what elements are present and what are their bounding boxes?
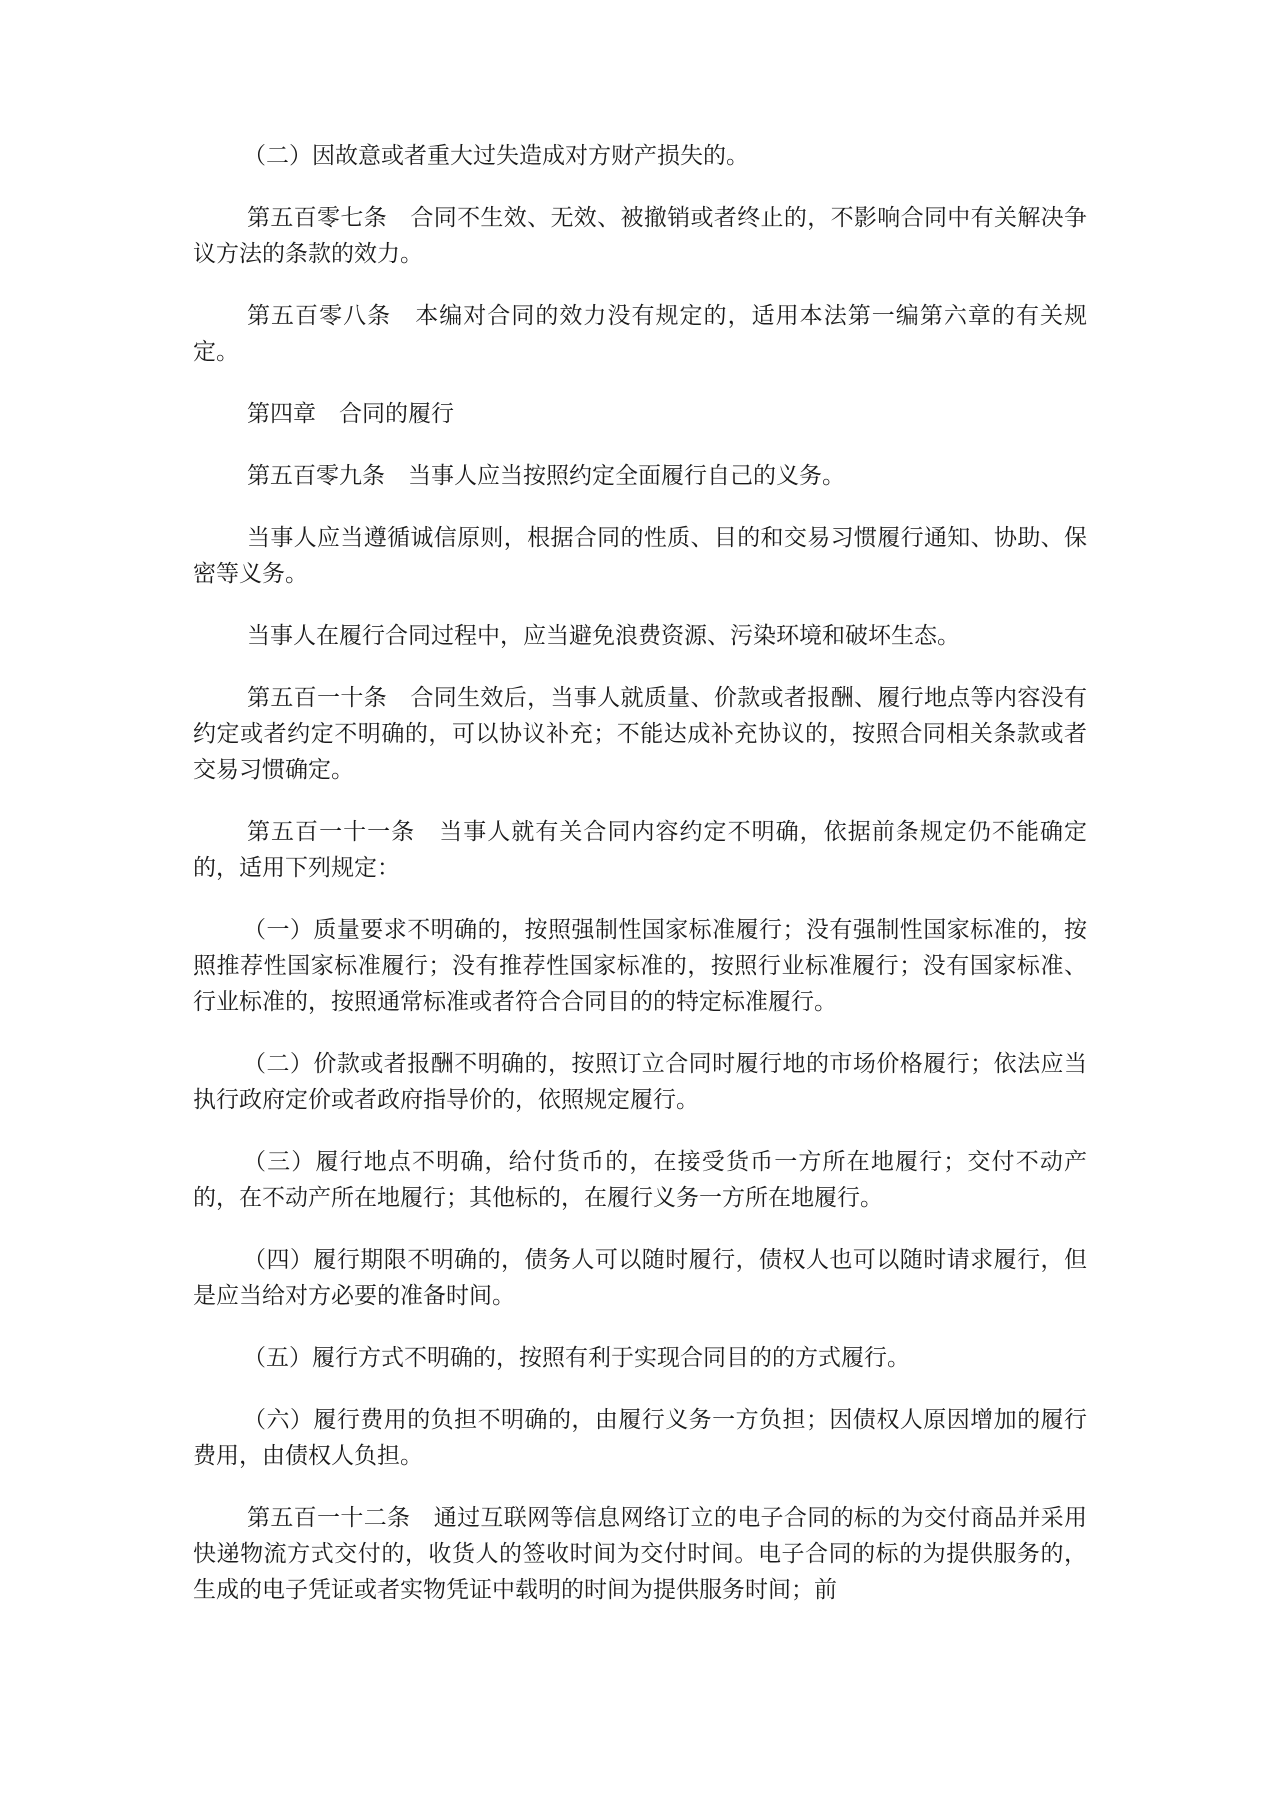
article-509-para-2: 当事人应当遵循诚信原则，根据合同的性质、目的和交易习惯履行通知、协助、保密等义务。 bbox=[193, 525, 1087, 587]
document-body bbox=[193, 138, 1087, 1634]
article-508: 第五百零八条 本编对合同的效力没有规定的，适用本法第一编第六章的有关规定。 bbox=[193, 303, 1087, 365]
article-511-item-5: （五）履行方式不明确的，按照有利于实现合同目的的方式履行。 bbox=[243, 1345, 910, 1371]
article-511-item-4: （四）履行期限不明确的，债务人可以随时履行，债权人也可以随时请求履行，但是应当给对方必要的准备时间。 bbox=[193, 1247, 1087, 1309]
article-511: 第五百一十一条 当事人就有关合同内容约定不明确，依据前条规定仍不能确定的，适用下列规定： bbox=[193, 819, 1087, 881]
paragraph-item-2-loss: （二）因故意或者重大过失造成对方财产损失的。 bbox=[243, 143, 749, 169]
article-511-item-1: （一）质量要求不明确的，按照强制性国家标准履行；没有强制性国家标准的，按照推荐性国家标准履行；没有推荐性国家标准的，按照行业标准履行；没有国家标准、行业标准的，按照通常标准或者符合合同目的的特定标准履行。 bbox=[193, 917, 1087, 1015]
article-510: 第五百一十条 合同生效后，当事人就质量、价款或者报酬、履行地点等内容没有约定或者约定不明确的，可以协议补充；不能达成补充协议的，按照合同相关条款或者交易习惯确定。 bbox=[193, 685, 1087, 783]
article-511-item-3: （三）履行地点不明确，给付货币的，在接受货币一方所在地履行；交付不动产的，在不动产所在地履行；其他标的，在履行义务一方所在地履行。 bbox=[193, 1149, 1087, 1211]
article-511-item-2: （二）价款或者报酬不明确的，按照订立合同时履行地的市场价格履行；依法应当执行政府定价或者政府指导价的，依照规定履行。 bbox=[193, 1051, 1087, 1113]
article-509-para-3: 当事人在履行合同过程中，应当避免浪费资源、污染环境和破坏生态。 bbox=[247, 623, 960, 649]
article-509: 第五百零九条 当事人应当按照约定全面履行自己的义务。 bbox=[247, 463, 845, 489]
article-507: 第五百零七条 合同不生效、无效、被撤销或者终止的，不影响合同中有关解决争议方法的条款的效力。 bbox=[193, 205, 1087, 267]
chapter-4-heading: 第四章 合同的履行 bbox=[247, 401, 454, 427]
article-511-item-6: （六）履行费用的负担不明确的，由履行义务一方负担；因债权人原因增加的履行费用，由债权人负担。 bbox=[193, 1407, 1087, 1469]
article-512: 第五百一十二条 通过互联网等信息网络订立的电子合同的标的为交付商品并采用快递物流方式交付的，收货人的签收时间为交付时间。电子合同的标的为提供服务的，生成的电子凭证或者实物凭证中载明的时间为提供服务时间；前 bbox=[193, 1505, 1087, 1603]
